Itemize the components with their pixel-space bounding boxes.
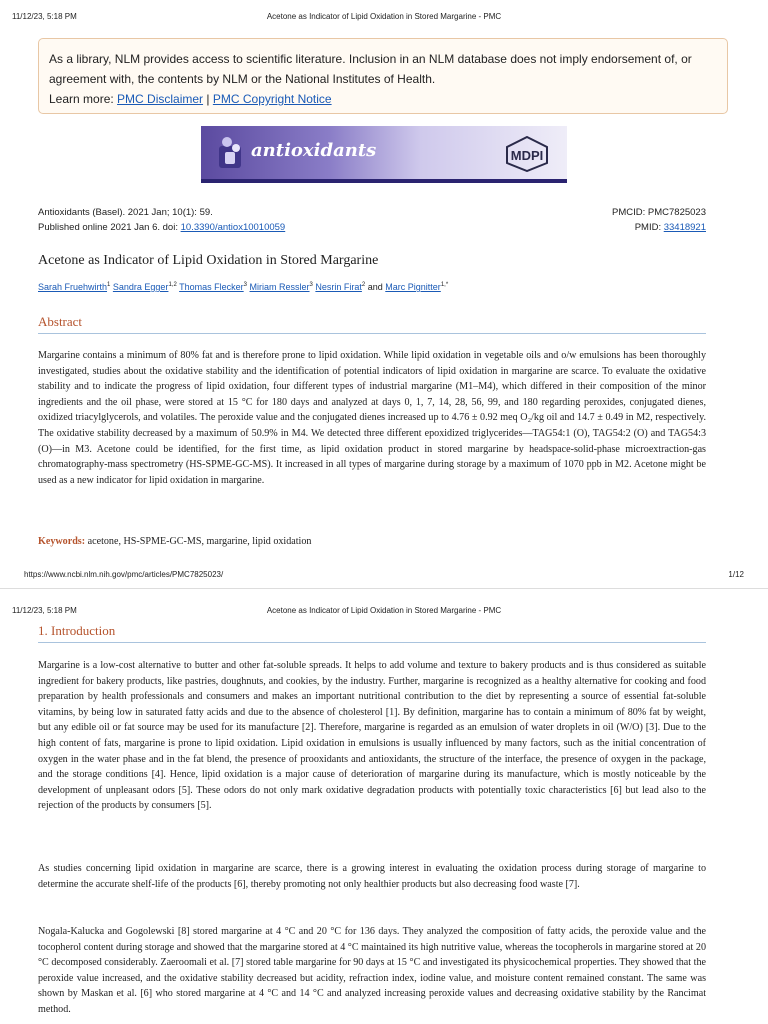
keywords-list: acetone, HS-SPME-GC-MS, margarine, lipid oxidation [87, 536, 312, 547]
antioxidants-logo-icon [217, 134, 245, 170]
author-link[interactable]: Marc Pignitter [385, 282, 441, 292]
author-affil: 1,* [440, 282, 449, 288]
link-separator: | [206, 92, 210, 106]
print-title: Acetone as Indicator of Lipid Oxidation in Stored Margarine - PMC [266, 12, 502, 21]
author-link[interactable]: Nesrin Firat [315, 282, 362, 292]
page-break [0, 588, 768, 589]
intro-paragraph: Margarine is a low-cost alternative to butter and other fat-soluble spreads. It helps to add volume and texture to bakery products and is thus considered as suitable ingredient for bakery products, like pastries, doughnuts, and cookies, by the industry. Further, margarine is recognized as a healthy alternative for cooking and food preparation by health professionals and consumers and makes an important nutritional contribution to the diet by representing a source of essential fat-soluble vitamins, by being low in saturated fatty acids and due to the absence of cholesterol [1]. By definition, margarine has to contain a minimum of 80% fat by weight, but any edible oil or fat source may be used for its manufacture [2]. Therefore, margarine is regarded as an emulsion of water droplets in oil (W/O) [3]. Due to the high content of fats, margarine is prone to lipid oxidation. Lipid oxidation in emulsions is usually influenced by many factors, such as the initial concentration of oxygen in the water phase and in the fat blend, the presence of prooxidants and antioxidants, the structure of the interface, the presence of oxygen in the package, and the storage conditions [4]. Hence, lipid oxidation is a major cause of deterioration of margarine during its manufacture, which is mostly noticeable by the development of unpleasant odors [5]. These odors do not only mark oxidative degradation products with potentially toxic characteristics [6] but lead also to the rejection of the products by consumers [5]. [38, 660, 706, 812]
page-number: 1/12 [728, 570, 744, 579]
pmc-disclaimer-link[interactable]: PMC Disclaimer [117, 92, 204, 106]
author-affil: 3 [243, 282, 247, 288]
pmid-link[interactable]: 33418921 [663, 222, 706, 233]
mdpi-text: MDPI [510, 148, 544, 163]
doi-link[interactable]: 10.3390/antiox10010059 [180, 222, 286, 233]
journal-banner[interactable] [201, 126, 567, 183]
author-link[interactable]: Sarah Fruehwirth [38, 282, 108, 292]
print-datetime: 11/12/23, 5:18 PM [12, 12, 77, 21]
abstract-text: Margarine contains a minimum of 80% fat and is therefore prone to lipid oxidation. While lipid oxidation in vegetable oils and o/w emulsions has been thoroughly investigated, studies about the oxidative stability and the identification of potential indicators of lipid oxidation in margarine are scarce. To evaluate the oxidative stability and to indicate the progress of lipid oxidation, four different types of industrial margarine (M1–M4), which differed in their composition of the minor ingredients and the oil phase, were stored at 15 °C for 180 days and analyzed at days 0, 1, 7, 14, 28, 56, 99, and 180 regarding peroxides, conjugated dienes, oxidized triacylglycerols, and volatiles. The peroxide value and the conjugated dienes increased up to 4.76 ± 0.92 meq O₂/kg oil and 14.7 ± 0.49 in M2, respectively. The oxidative stability decreased by a maximum of 50.9% in M4. We detected three different epoxidized triglycerides—TAG54:1 (O), TAG54:2 (O) and TAG54:3 (O)—in M3. Acetone could be identified, for the first time, as lipid oxidation product in stored margarine by headspace-solid-phase microextraction-gas chromatography-mass spectrometry (HS-SPME-GC-MS). It increased in all types of margarine during storage by a maximum of 1070 ppb in M2. Acetone might be used as a new indicator for lipid oxidation in margarine. [38, 350, 706, 486]
nlm-disclaimer [38, 38, 728, 114]
pmc-copyright-link[interactable]: PMC Copyright Notice [212, 92, 332, 106]
section-divider [38, 642, 706, 643]
article-title: Acetone as Indicator of Lipid Oxidation in Stored Margarine [38, 253, 379, 268]
page-url: https://www.ncbi.nlm.nih.gov/pmc/articles/PMC7825023/ [24, 570, 224, 579]
learn-more-label: Learn more: [49, 92, 114, 106]
journal-name: antioxidants [251, 140, 377, 161]
author-affil: 1 [107, 282, 111, 288]
citation-right [612, 205, 706, 235]
keywords [38, 536, 311, 547]
print-datetime: 11/12/23, 5:18 PM [12, 606, 77, 615]
section-divider [38, 333, 706, 334]
author-affil: 2 [361, 282, 366, 288]
pmcid: PMCID: PMC7825023 [612, 207, 706, 218]
journal-citation: Antioxidants (Basel). 2021 Jan; 10(1): 59. [38, 207, 213, 218]
abstract-heading: Abstract [38, 314, 83, 329]
intro-paragraph: As studies concerning lipid oxidation in margarine are scarce, there is a growing interest in evaluating the oxidation process during storage of margarine to determine the accurate shelf-life of the products [6], thereby promoting not only healthier products but also decreasing food waste [7]. [38, 863, 706, 890]
author-link[interactable]: Thomas Flecker [179, 282, 244, 292]
published-online: Published online 2021 Jan 6. doi: [38, 222, 178, 233]
introduction-heading: 1. Introduction [38, 623, 116, 638]
keywords-label: Keywords: [38, 536, 86, 547]
author-link[interactable]: Miriam Ressler [249, 282, 310, 292]
mdpi-logo-icon [501, 136, 553, 172]
disclaimer-text: As a library, NLM provides access to scientific literature. Inclusion in an NLM database does not imply endorsement of, or agreement with, the contents by NLM or the National Institutes of Health. [49, 52, 692, 86]
pmid-label: PMID: [634, 222, 662, 233]
intro-paragraph: Nogala-Kalucka and Gogolewski [8] stored margarine at 4 °C and 20 °C for 136 days. They analyzed the composition of fatty acids, the peroxide value and the tocopherol content during storage and showed that the margarine stored at 4 °C maintained its high nutritive value, whereas the tocopherols in margarine stored at 20 °C decomposed considerably. Zaeroomali et al. [7] stored table margarine for 90 days at 15 °C and investigated its physicochemical properties. They showed that the peroxide value increased, and the oxidative stability decreased but acidity, refraction index, iodine value, and moisture content remained constant. The same was shown by Maskan et al. [6] who stored margarine at 4 °C and 14 °C and analyzed increasing peroxide values and decreasing oxidative stability by the Rancimat method. [38, 926, 706, 1015]
author-affil: 3 [309, 282, 313, 288]
citation-left [38, 205, 285, 235]
author-link[interactable]: Sandra Egger [112, 282, 169, 292]
author-affil: 1,2 [168, 282, 177, 288]
print-title: Acetone as Indicator of Lipid Oxidation in Stored Margarine - PMC [266, 606, 502, 615]
author-list: Sarah Fruehwirth$^1$ Sandra Egger$^{1,2}$ Thomas Flecker$^3$ Miriam Ressler$^3$ Nesrin Firat$^2$ and Marc Pignitter$^{1,*}$ [38, 282, 449, 292]
